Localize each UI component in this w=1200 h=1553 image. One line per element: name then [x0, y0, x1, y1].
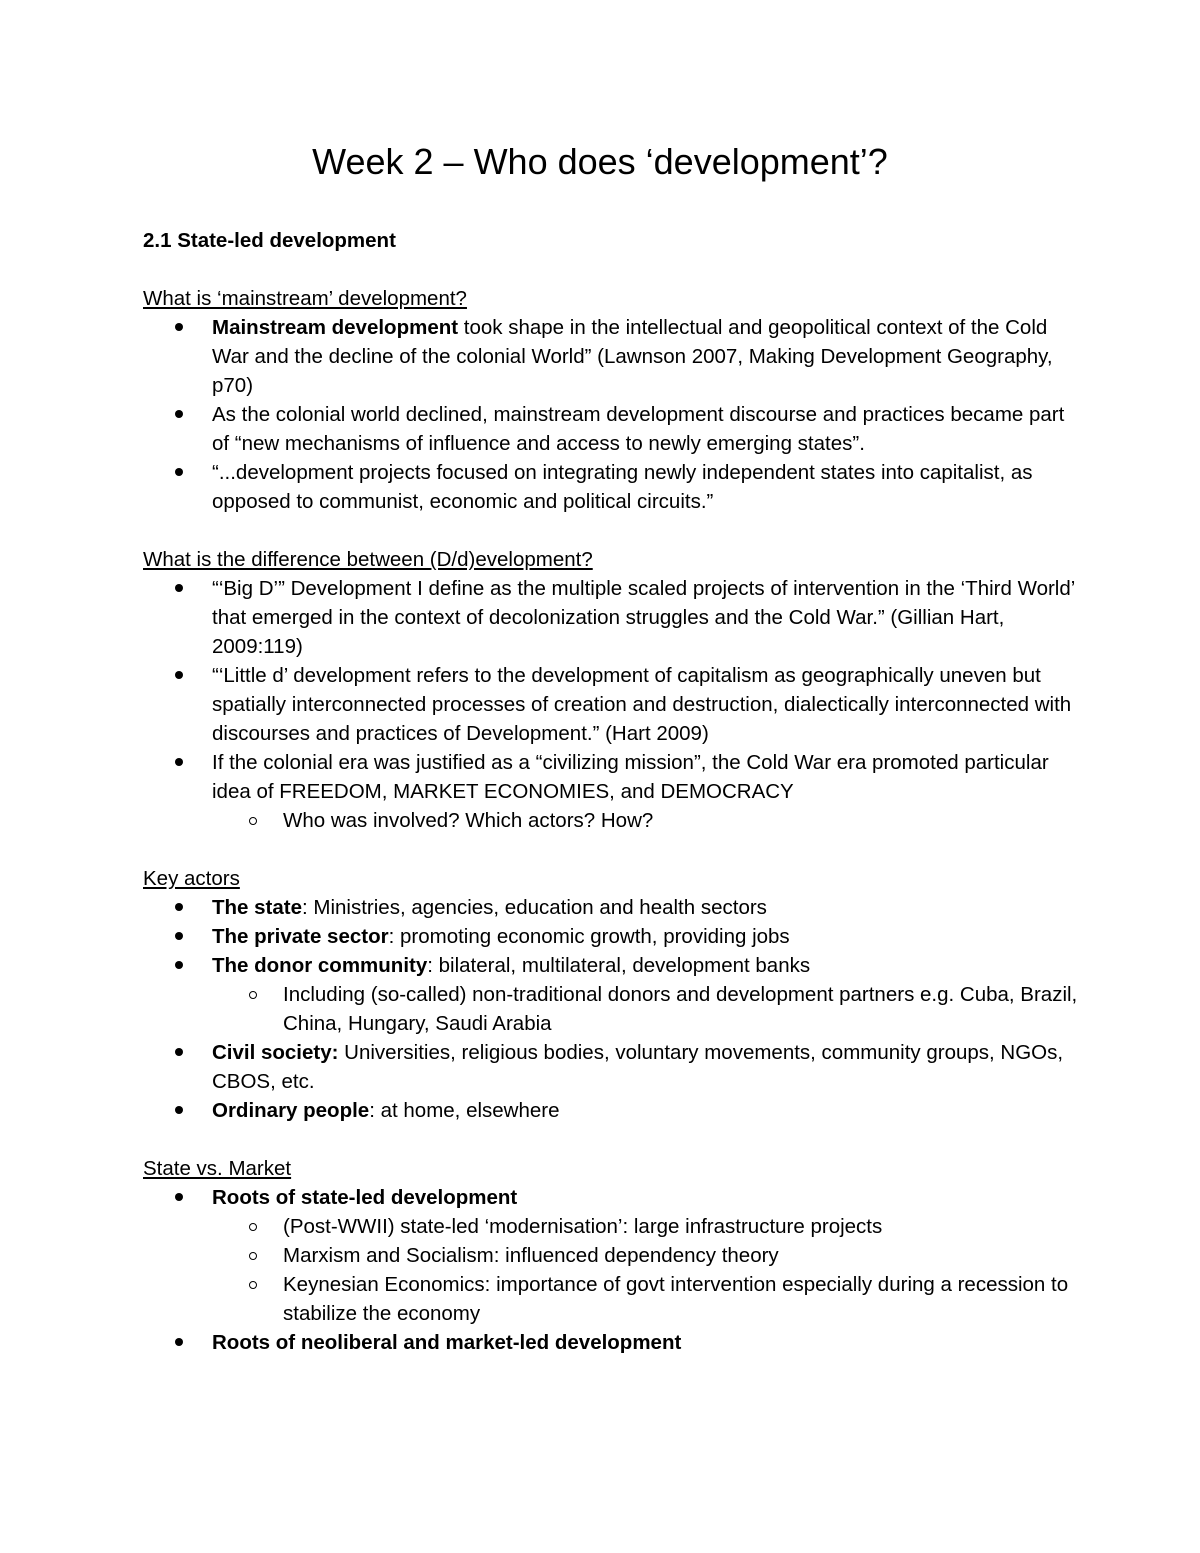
actors-heading: Key actors	[143, 867, 240, 890]
sub-list-item	[212, 1241, 1083, 1270]
item-text: “‘Little d’ development refers to the development of capitalism as geographically uneven but spatially interconnected processes of creation and destruction, dialectically interconnected with discourses and practices of Development.” (Hart 2009)	[212, 664, 1072, 745]
bullet-icon	[175, 468, 183, 476]
bullet-icon	[175, 903, 183, 911]
list-item	[143, 922, 1083, 951]
list-item	[143, 313, 1083, 400]
item-text: : Ministries, agencies, education and health sectors	[302, 896, 767, 919]
bold-term: The donor community	[212, 954, 428, 977]
list-item	[143, 1328, 1083, 1357]
donor-sub-list	[212, 980, 1083, 1038]
page-title: Week 2 – Who does ‘development’?	[312, 141, 888, 182]
item-text: Marxism and Socialism: influenced dependency theory	[283, 1244, 779, 1267]
mainstream-list	[143, 313, 1083, 516]
item-text: : bilateral, multilateral, development banks	[427, 954, 811, 977]
spacer	[143, 255, 1083, 284]
list-item	[143, 458, 1083, 516]
list-item	[143, 400, 1083, 458]
bullet-icon	[175, 1048, 183, 1056]
document-body	[143, 226, 1083, 1357]
bullet-icon	[175, 671, 183, 679]
sub-list-item	[212, 1212, 1083, 1241]
difference-list	[143, 574, 1083, 835]
bullet-icon	[175, 1106, 183, 1114]
bold-term: Ordinary people	[212, 1099, 370, 1122]
actors-list	[143, 893, 1083, 1125]
circle-bullet-icon	[249, 817, 257, 825]
list-item	[143, 1096, 1083, 1125]
bullet-icon	[175, 410, 183, 418]
bold-term: The private sector	[212, 925, 389, 948]
state-market-list	[143, 1183, 1083, 1357]
bullet-icon	[175, 961, 183, 969]
bullet-icon	[175, 323, 183, 331]
item-text: : promoting economic growth, providing jobs	[388, 925, 790, 948]
bold-term: Civil society:	[212, 1041, 339, 1064]
sub-list-item	[212, 1270, 1083, 1328]
mainstream-heading: What is ‘mainstream’ development?	[143, 287, 467, 310]
bullet-icon	[175, 758, 183, 766]
circle-bullet-icon	[249, 1252, 257, 1260]
circle-bullet-icon	[249, 991, 257, 999]
list-item	[143, 748, 1083, 835]
bold-term: Roots of state-led development	[212, 1186, 518, 1209]
spacer	[143, 1125, 1083, 1154]
bullet-icon	[175, 1193, 183, 1201]
roots-state-sub-list	[212, 1212, 1083, 1328]
item-text: (Post-WWII) state-led ‘modernisation’: large infrastructure projects	[283, 1215, 883, 1238]
list-item	[143, 574, 1083, 661]
bold-term: The state	[212, 896, 302, 919]
spacer	[143, 835, 1083, 864]
bold-term: Roots of neoliberal and market-led development	[212, 1331, 682, 1354]
spacer	[143, 516, 1083, 545]
list-item	[143, 661, 1083, 748]
difference-sub-list	[212, 806, 1083, 835]
bold-term: Mainstream development	[212, 316, 459, 339]
item-text: Including (so-called) non-traditional donors and development partners e.g. Cuba, Brazil, China, Hungary, Saudi Arabia	[283, 983, 1078, 1035]
bullet-icon	[175, 1338, 183, 1346]
item-text: Keynesian Economics: importance of govt intervention especially during a recession to stabilize the economy	[283, 1273, 1069, 1325]
item-text: “‘Big D’” Development I define as the multiple scaled projects of intervention in the ‘Third World’ that emerged in the context of decolonization struggles and the Cold War.” (Gillian Hart, 2009:119)	[212, 577, 1075, 658]
circle-bullet-icon	[249, 1281, 257, 1289]
item-text: Who was involved? Which actors? How?	[283, 809, 654, 832]
item-text: If the colonial era was justified as a “civilizing mission”, the Cold War era promoted particular idea of FREEDOM, MARKET ECONOMIES, and DEMOCRACY	[212, 751, 1049, 803]
sub-list-item	[212, 806, 1083, 835]
item-text: took shape in the intellectual and geopolitical context of the Cold War and the decline of the colonial World” (Lawnson 2007, Making Development Geography, p70)	[212, 316, 1053, 397]
bullet-icon	[175, 584, 183, 592]
item-text: Universities, religious bodies, voluntary movements, community groups, NGOs, CBOS, etc.	[212, 1041, 1064, 1093]
list-item	[143, 893, 1083, 922]
bullet-icon	[175, 932, 183, 940]
list-item	[143, 951, 1083, 1038]
circle-bullet-icon	[249, 1223, 257, 1231]
item-text: : at home, elsewhere	[369, 1099, 560, 1122]
list-item	[143, 1183, 1083, 1328]
item-text: As the colonial world declined, mainstream development discourse and practices became part of “new mechanisms of influence and access to newly emerging states”.	[212, 403, 1065, 455]
list-item	[143, 1038, 1083, 1096]
section-heading: 2.1 State-led development	[143, 229, 396, 252]
sub-list-item	[212, 980, 1083, 1038]
difference-heading: What is the difference between (D/d)evelopment?	[143, 548, 593, 571]
state-market-heading: State vs. Market	[143, 1157, 292, 1180]
item-text: “...development projects focused on integrating newly independent states into capitalist, as opposed to communist, economic and political circuits.”	[212, 461, 1033, 513]
